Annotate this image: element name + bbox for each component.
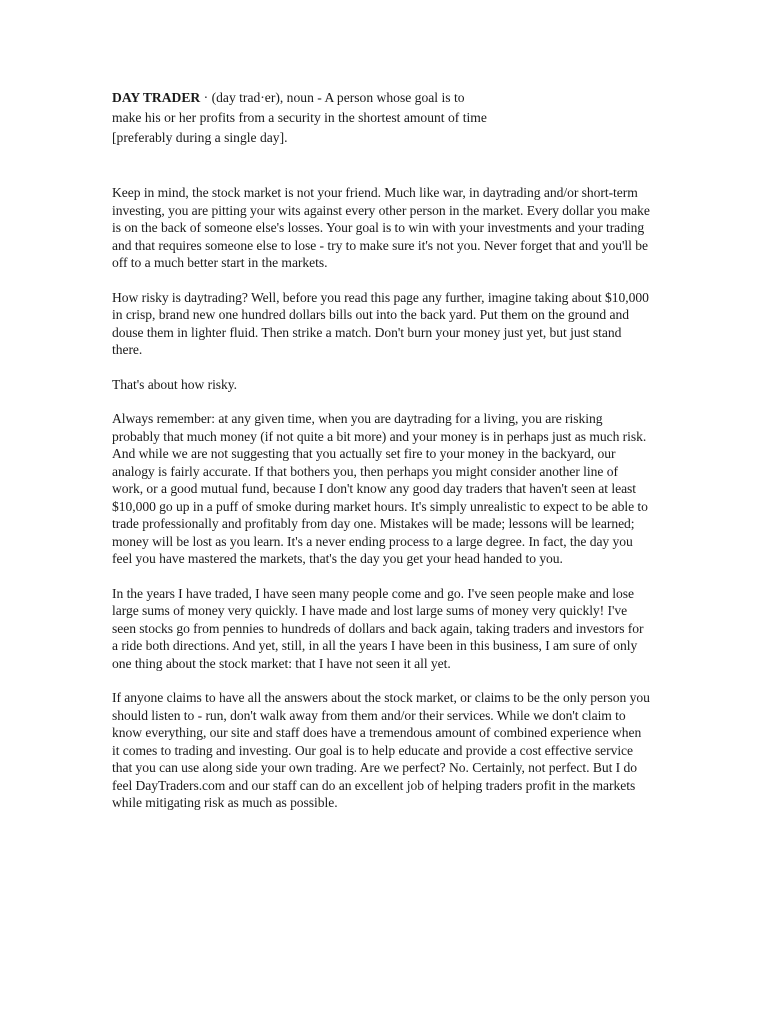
definition-text: · (day trad·er), noun - A person whose goal is to make his or her profits from a security in the shortest amount of time [preferably during a single day]. [112,90,487,145]
paragraph-always-remember: Always remember: at any given time, when you are daytrading for a living, you are risking probably that much money (if not quite a bit more) and your money is in perhaps just as much risk. And while we are not suggesting that you actually set fire to your money in the backyard, our analogy is fairly accurate. If that bothers you, then perhaps you might consider another line of work, or a good mutual fund, because I don't know any good day traders that haven't seen at least $10,000 go up in a puff of smoke during market hours. It's simply unrealistic to expect to be able to trade professionally and profitably from day one. Mistakes will be made; lessons will be learned; money will be lost as you learn. It's a never ending process to a large degree. In fact, the day you feel you have mastered the markets, that's the day you get your head handed to you. [112,411,648,566]
paragraph-years-traded: In the years I have traded, I have seen many people come and go. I've seen people make and lose large sums of money very quickly. I have made and lost large sums of money very quickly! I've seen stocks go from pennies to hundreds of dollars and back again, taking traders and investors for a ride both directions. And yet, still, in all the years I have been in this business, I am sure of only one thing about the stock market: that I have not seen it all yet. [112,585,644,671]
paragraph-claims-answers: If anyone claims to have all the answers about the stock market, or claims to be the only person you should listen to - run, don't walk away from them and/or their services. While we don't claim to know everything, our site and staff does have a tremendous amount of combined experience when it comes to trading and investing. Our goal is to help educate and provide a cost effective service that you can use along side your own trading. Are we perfect? No. Certainly, not perfect. But I do feel DayTraders.com and our staff can do an excellent job of helping traders profit in the markets while mitigating risk as much as possible. [112,690,650,810]
paragraph-how-risky: How risky is daytrading? Well, before you read this page any further, imagine taking about $10,000 in crisp, brand new one hundred dollars bills out into the back yard. Put them on the ground and douse them in lighter fluid. Then strike a match. Don't burn your money just yet, but just stand there. [112,289,649,357]
paragraph-market-not-friend: Keep in mind, the stock market is not your friend. Much like war, in daytrading and/or short-term investing, you are pitting your wits against every other person in the market. Every dollar you make is on the back of someone else's losses. Your goal is to win with your investments and your trading and that requires someone else to lose - try to make sure it's not you. Never forget that and you'll be off to a much better start in the markets. [112,185,650,270]
document-page [112,88,652,829]
paragraph-thats-how-risky: That's about how risky. [112,376,238,392]
definition-block [112,88,492,148]
definition-term: DAY TRADER [112,90,201,105]
